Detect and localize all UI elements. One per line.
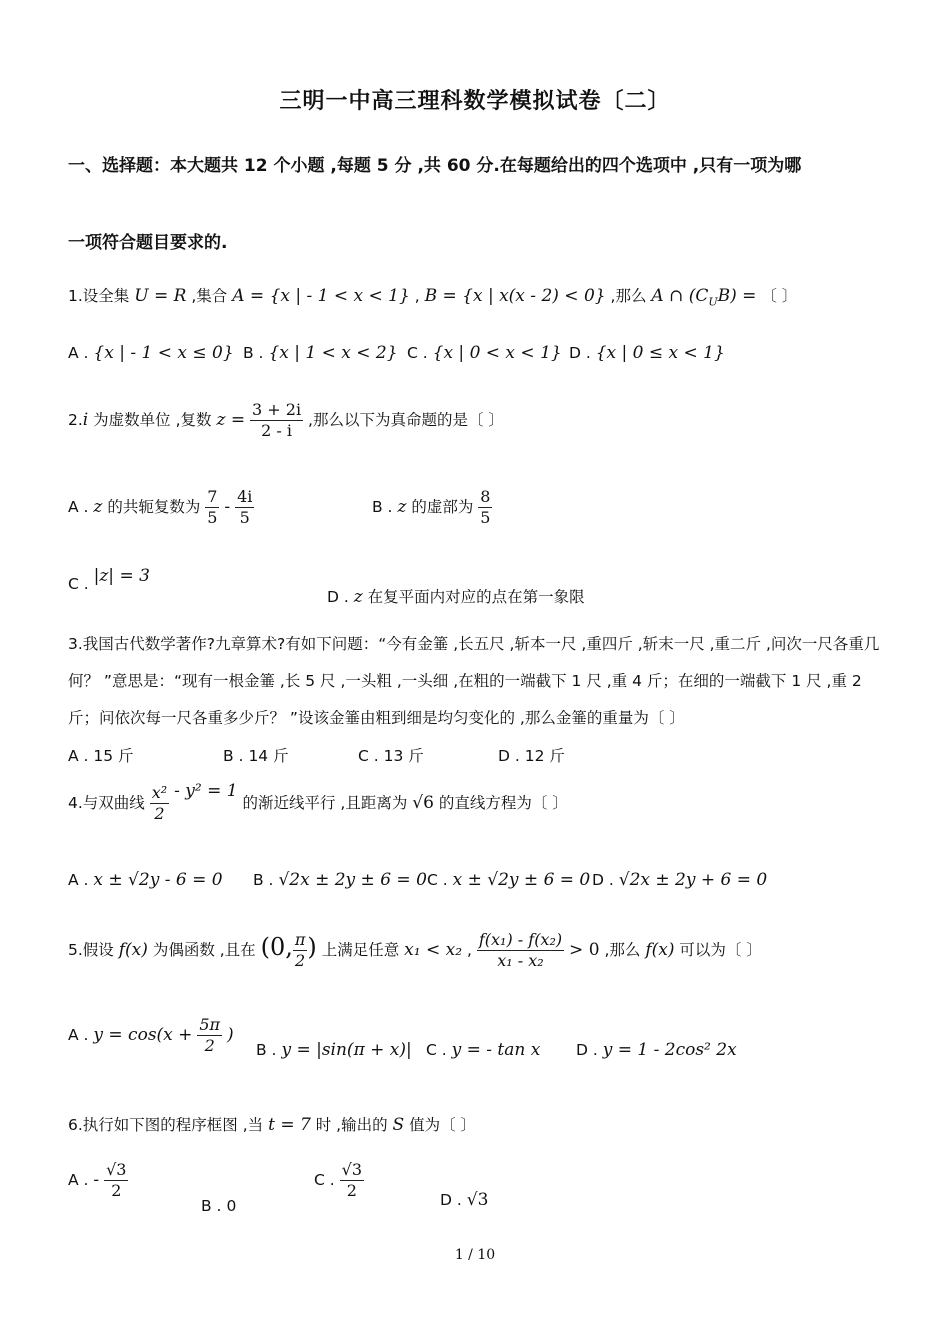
q6-option-a[interactable] [68,1160,128,1201]
option-text: y = cos(x + [93,1025,193,1045]
option-text: 的虚部为 [411,498,474,516]
frac-num: 5π [199,1015,221,1034]
q6-text-2: 值为〔 〕 [409,1116,477,1134]
q5-difference-quotient [477,930,564,971]
q1-option-a[interactable] [68,343,234,363]
q4-fraction [150,783,169,824]
frac-den: 5 [480,508,491,527]
section-heading-line2: 一项符合题目要求的. [68,233,228,253]
option-letter: C . [358,747,379,765]
q2-text-2: ,那么以下为真命题的是〔 〕 [308,411,504,429]
option-text: √3 [466,1190,489,1210]
q6-s: S [392,1115,405,1135]
q2-fraction [250,400,303,441]
q6-label: 6.执行如下图的程序框图 ,当 [68,1116,264,1134]
q3-option-d[interactable] [498,744,565,766]
option-text: 0 [226,1197,237,1215]
option-letter: B . [372,498,393,516]
option-fraction [197,1015,222,1056]
q5-interval-fraction [293,930,308,971]
option-letter: D . [498,747,520,765]
option-text: 14 斤 [248,747,289,765]
q5-comma: , [466,941,472,959]
option-letter: A . [68,1026,89,1044]
option-z: z [397,497,407,517]
frac-num: 8 [480,487,491,506]
option-minus: - [224,497,231,517]
option-text: x ± √2y - 6 = 0 [93,870,223,890]
option-letter: B . [201,1197,222,1215]
q5-option-c[interactable] [426,1040,540,1060]
option-letter: B . [243,344,264,362]
frac-num: π [294,930,306,949]
q1-label: 1.设全集 [68,287,130,305]
q5-text-2: 上满足任意 [321,941,400,959]
option-text: 在复平面内对应的点在第一象限 [367,588,585,606]
q4-text-2: 的直线方程为〔 〕 [438,794,568,812]
q2-frac-den: 2 - i [261,421,292,440]
q5-inequality: > 0 [569,940,600,960]
q5-text-4: 可以为〔 〕 [679,941,762,959]
frac-den: 2 [346,1181,357,1200]
q3-option-a[interactable] [68,744,134,766]
frac-num: √3 [341,1160,362,1179]
q6-option-b[interactable] [201,1197,236,1215]
question-2 [68,400,504,441]
q2-frac-num: 3 + 2i [252,400,302,419]
frac-den: 2 [295,951,306,970]
option-fraction-2 [235,487,254,528]
option-text: {x | 0 ≤ x < 1} [595,343,725,363]
option-fraction [478,487,492,528]
option-text: y = - tan x [451,1040,541,1060]
option-z: z [353,587,363,607]
option-text: √2x ± 2y + 6 = 0 [618,870,768,890]
option-text: 13 斤 [383,747,424,765]
q5-option-d[interactable] [576,1040,737,1060]
option-letter: A . [68,747,89,765]
frac-den: 5 [239,508,250,527]
option-letter: C . [426,1041,447,1059]
q5-interval-right: ) [307,933,317,961]
frac-den: 2 [154,804,165,823]
option-fraction [340,1160,364,1201]
q2-label: 2. [68,411,83,429]
q2-option-b[interactable] [372,487,492,528]
q1-expr-part2: B) = [717,286,757,306]
q1-option-c[interactable] [407,343,562,363]
frac-den: x₁ - x₂ [497,951,544,970]
q4-option-a[interactable] [68,870,223,890]
q5-option-a[interactable] [68,1015,234,1056]
option-letter: B . [253,871,274,889]
question-5 [68,930,762,971]
q2-imag-unit: i [82,410,89,430]
q5-function-2: f(x) [645,940,675,960]
frac-num: √3 [106,1160,127,1179]
option-text: √2x ± 2y ± 6 = 0 [278,870,427,890]
q6-text: 时 ,输出的 [315,1116,388,1134]
q3-option-b[interactable] [223,744,289,766]
option-letter: B . [223,747,244,765]
q4-text: 的渐近线平行 ,且距离为 [242,794,408,812]
q4-sqrt: √6 [412,793,434,813]
q1-option-b[interactable] [243,343,398,363]
option-letter: C . [407,344,428,362]
q2-z: z = [216,410,246,430]
q4-option-c[interactable] [427,870,590,890]
option-letter: D . [592,871,614,889]
option-text: |z| = 3 [93,566,150,586]
option-text: 12 斤 [524,747,565,765]
frac-num: 4i [237,487,253,506]
q5-function: f(x) [118,940,148,960]
option-letter: D . [569,344,591,362]
option-text: {x | - 1 < x ≤ 0} [93,343,234,363]
option-letter: C . [314,1171,335,1189]
frac-num: x² [151,783,168,802]
page-title: 三明一中高三理科数学模拟试卷〔二〕 [279,89,671,114]
q1-answer-blank: 〔 〕 [761,287,798,305]
q1-option-d[interactable] [569,343,725,363]
q1-comma: , [414,287,420,305]
q2-option-c[interactable] [68,566,150,594]
question-3: 3.我国古代数学著作?九章算术?有如下问题：“今有金箠 ,长五尺 ,斩本一尺 ,重四斤 ,斩末一尺 ,重二斤 ,问次一尺各重几何？ ”意思是：“现有一根金箠 ,长 5 尺 ,一头粗 ,一头细 ,在粗的一端截下 1 尺 ,重 4 斤；在细的一端截下 1 尺 ,重 2 斤；问依次每一尺各重多少斤？ ”设该金箠由粗到细是均匀变化的 ,那么金箠的重量为〔 〕 [68,635,880,727]
q1-text-2: ,那么 [610,287,647,305]
option-text: {x | 1 < x < 2} [268,343,398,363]
frac-den: 5 [207,508,218,527]
page-number: 1 / 10 [454,1247,496,1263]
option-text-end: ) [227,1025,234,1045]
option-text: 15 斤 [93,747,134,765]
option-letter: A . [68,1171,89,1189]
option-text: x ± √2y ± 6 = 0 [452,870,591,890]
option-letter: B . [256,1041,277,1059]
q1-expr-part: A ∩ (C [651,286,709,306]
q3-option-c[interactable] [358,744,424,766]
q4-label: 4.与双曲线 [68,794,145,812]
q5-text: 为偶函数 ,且在 [152,941,256,959]
option-text: {x | 0 < x < 1} [432,343,562,363]
option-letter: C . [68,575,89,593]
option-letter: D . [327,588,349,606]
question-1 [68,284,797,308]
section-heading-line1: 一、选择题：本大题共 12 个小题 ,每题 5 分 ,共 60 分.在每题给出的四个选项中 ,只有一项为哪 [68,156,802,176]
option-minus: - [93,1170,100,1190]
option-letter: C . [427,871,448,889]
option-letter: A . [68,498,89,516]
q1-set-a: A = {x | - 1 < x < 1} [232,286,410,306]
frac-num: 7 [207,487,218,506]
q1-text: ,集合 [191,287,228,305]
q2-text: 为虚数单位 ,复数 [93,411,212,429]
frac-den: 2 [111,1181,122,1200]
frac-den: 2 [204,1036,215,1055]
option-text: y = |sin(π + x)| [281,1040,412,1060]
question-4 [68,783,568,824]
q5-label: 5.假设 [68,941,114,959]
q1-expr-sub: U [708,295,718,309]
option-letter: D . [440,1191,462,1209]
q5-interval-left: (0, [260,933,293,961]
q1-set-b: B = {x | x(x - 2) < 0} [424,286,606,306]
q6-t: t = 7 [268,1115,311,1135]
q4-option-b[interactable] [253,870,427,890]
option-letter: A . [68,344,89,362]
q5-option-b[interactable] [256,1040,412,1060]
q6-option-d[interactable] [440,1190,488,1210]
question-6 [68,1113,476,1135]
frac-num: f(x₁) - f(x₂) [478,930,563,949]
q1-expression [651,286,757,309]
option-fraction-1 [205,487,219,528]
q1-universal-set: U = R [134,286,187,306]
option-text: 的共轭复数为 [107,498,201,516]
option-z: z [93,497,103,517]
q6-option-c[interactable] [314,1160,364,1201]
q4-option-d[interactable] [592,870,767,890]
q5-text-3: ,那么 [604,941,641,959]
q2-option-a[interactable] [68,487,254,528]
option-text: y = 1 - 2cos² 2x [602,1040,737,1060]
option-letter: A . [68,871,89,889]
q2-option-d[interactable] [327,585,585,607]
q4-equation: - y² = 1 [174,781,238,801]
option-fraction [104,1160,128,1201]
q5-condition: x₁ < x₂ [404,940,463,960]
option-letter: D . [576,1041,598,1059]
